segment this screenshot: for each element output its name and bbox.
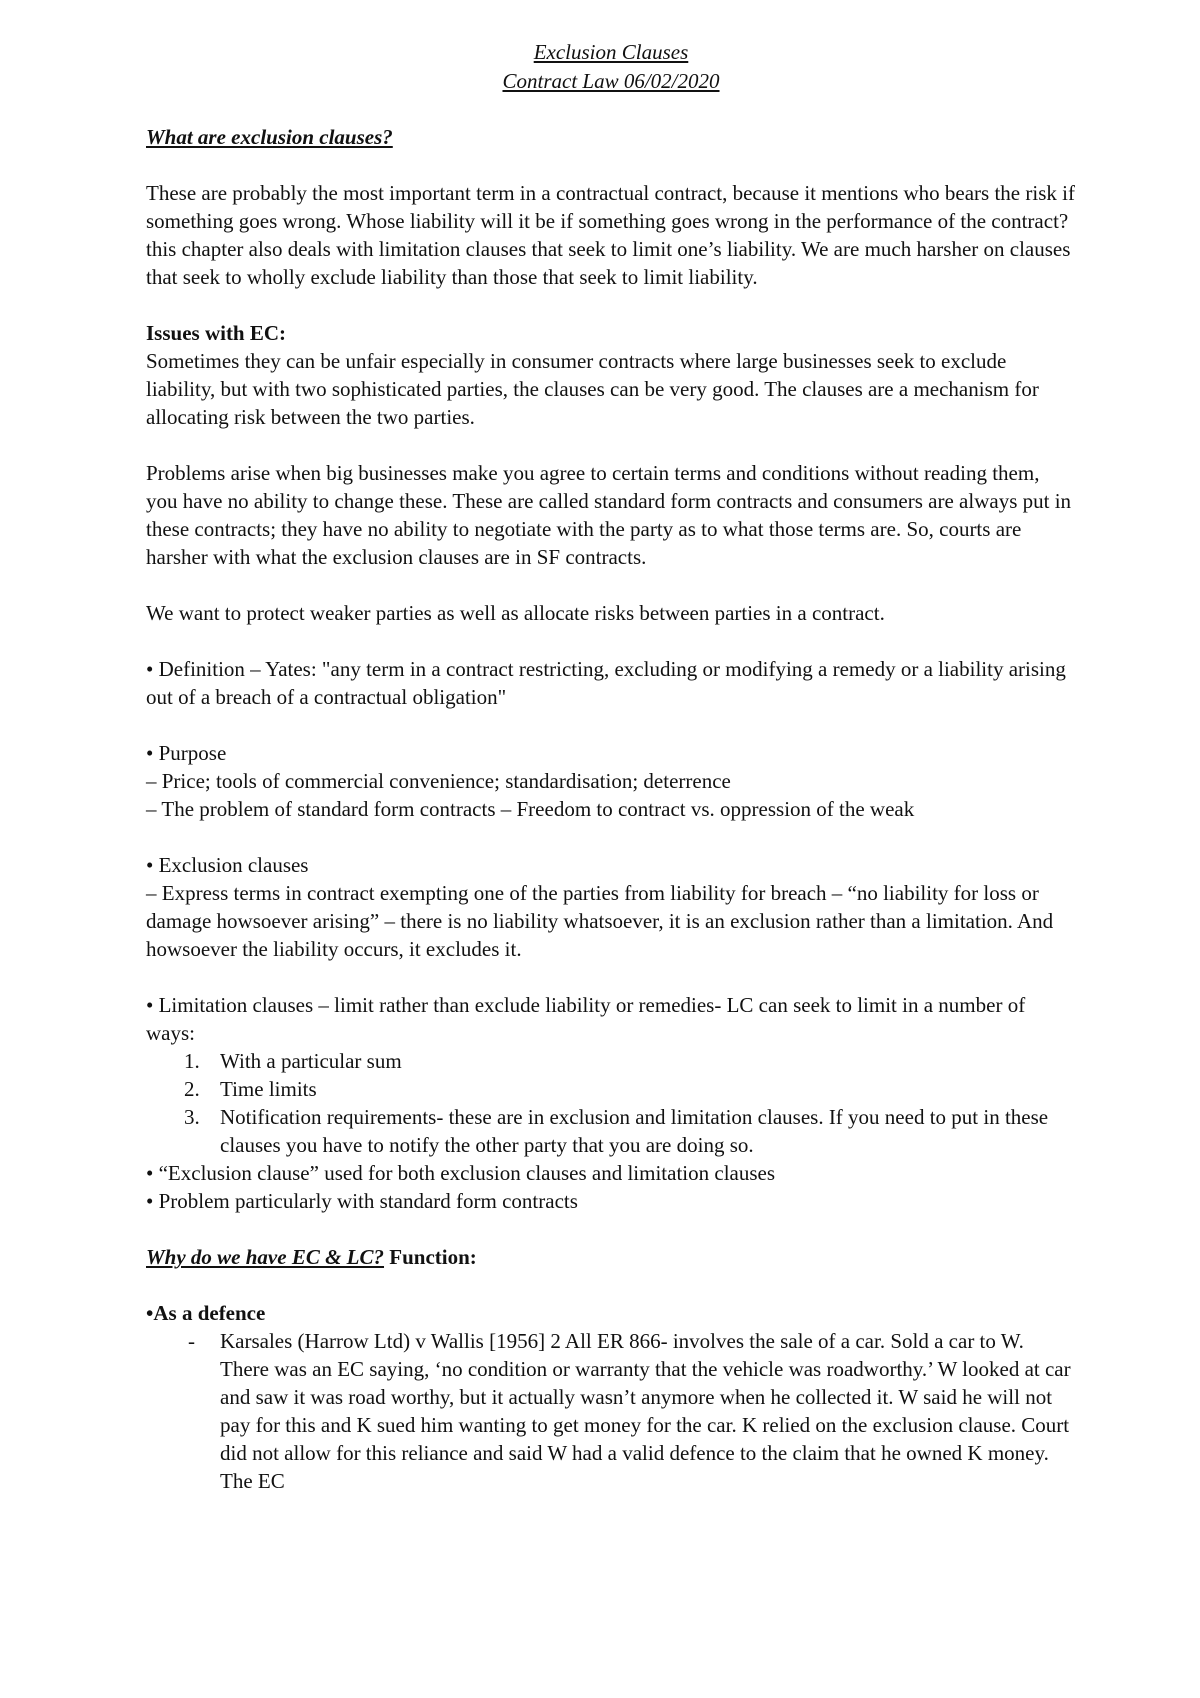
definition-bullet: • Definition – Yates: "any term in a contract restricting, excluding or modifying a remedy or a liability arising out of a breach of a contractual obligation" bbox=[146, 657, 1066, 709]
purpose-bullet: • Purpose bbox=[146, 741, 227, 765]
list-number: 2. bbox=[184, 1077, 200, 1101]
list-number: 1. bbox=[184, 1049, 200, 1073]
limitation-bullet: • Limitation clauses – limit rather than exclude liability or remedies- LC can seek to limit in a number of ways: bbox=[146, 993, 1026, 1045]
exclusion-clause-bullet: • “Exclusion clause” used for both exclusion clauses and limitation clauses bbox=[146, 1161, 776, 1185]
why-heading-question: Why do we have EC & LC? bbox=[146, 1245, 385, 1269]
issues-heading: Issues with EC: bbox=[146, 321, 287, 345]
limitation-list bbox=[146, 1047, 1076, 1159]
exclusion-paragraph: – Express terms in contract exempting one of the parties from liability for breach – “no liability for loss or damage howsoever arising” – there is no liability whatsoever, it is an exclusion rather than a limitation. And howsoever the liability occurs, it excludes it. bbox=[146, 881, 1054, 961]
problem-bullet: • Problem particularly with standard form contracts bbox=[146, 1189, 578, 1213]
document-content bbox=[146, 38, 1076, 1495]
problems-paragraph: Problems arise when big businesses make you agree to certain terms and conditions without reading them, you have no ability to change these. These are called standard form contracts and consumers are always put in these contracts; they have no ability to negotiate with the party as to what those terms are. So, courts are harsher with what the exclusion clauses are in SF contracts. bbox=[146, 461, 1072, 569]
karsales-case-text: Karsales (Harrow Ltd) v Wallis [1956] 2 All ER 866- involves the sale of a car. Sold a car to W. There was an EC saying, ‘no condition or warranty that the vehicle was roadworthy.’ W looked at car and saw it was road worthy, but it actually wasn’t anymore when he collected it. W said he will not pay for this and K sued him wanting to get money for the car. K relied on the exclusion clause. Court did not allow for this reliance and said W had a valid defence to the claim that he owned K money. The EC bbox=[220, 1329, 1071, 1493]
list-item-text: Notification requirements- these are in exclusion and limitation clauses. If you need to put in these clauses you have to notify the other party that you are doing so. bbox=[220, 1105, 1049, 1157]
list-item bbox=[146, 1103, 1076, 1159]
document-title: Exclusion Clauses bbox=[533, 40, 689, 64]
dash-bullet: - bbox=[188, 1329, 195, 1353]
purpose-line: – The problem of standard form contracts – Freedom to contract vs. oppression of the weak bbox=[146, 797, 915, 821]
list-item bbox=[146, 1047, 1076, 1075]
list-item-text: Time limits bbox=[220, 1077, 317, 1101]
list-item bbox=[146, 1327, 1076, 1495]
document-subtitle: Contract Law 06/02/2020 bbox=[502, 69, 720, 93]
issues-paragraph: Sometimes they can be unfair especially in consumer contracts where large businesses seek to exclude liability, but with two sophisticated parties, the clauses can be very good. The clauses are a mechanism for allocating risk between the two parties. bbox=[146, 349, 1039, 429]
why-heading bbox=[146, 1243, 1076, 1271]
list-number: 3. bbox=[184, 1105, 200, 1129]
protect-paragraph: We want to protect weaker parties as well as allocate risks between parties in a contract. bbox=[146, 601, 885, 625]
exclusion-bullet: • Exclusion clauses bbox=[146, 853, 309, 877]
list-item-text: With a particular sum bbox=[220, 1049, 402, 1073]
purpose-line: – Price; tools of commercial convenience; standardisation; deterrence bbox=[146, 769, 731, 793]
intro-paragraph: These are probably the most important term in a contractual contract, because it mentions who bears the risk if something goes wrong. Whose liability will it be if something goes wrong in the performance of the contract? this chapter also deals with limitation clauses that seek to limit one’s liability. We are much harsher on clauses that seek to wholly exclude liability than those that seek to limit liability. bbox=[146, 181, 1075, 289]
list-item bbox=[146, 1075, 1076, 1103]
defence-list bbox=[146, 1327, 1076, 1495]
defence-heading: •As a defence bbox=[146, 1301, 266, 1325]
function-label: Function: bbox=[384, 1245, 477, 1269]
section-heading-what-are: What are exclusion clauses? bbox=[146, 125, 393, 149]
